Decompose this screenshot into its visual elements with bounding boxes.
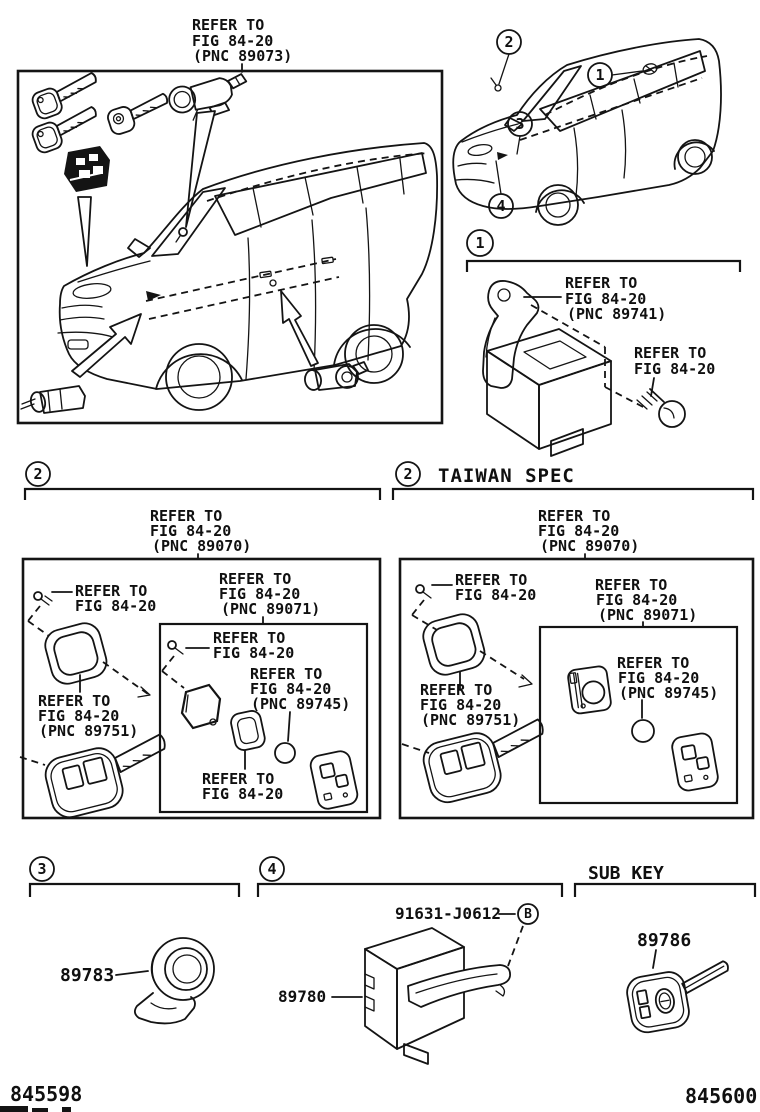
van-headlamp — [467, 143, 492, 157]
pnc-text: (PNC 89745) — [619, 684, 719, 702]
refer-text: REFER TO — [202, 770, 275, 788]
refer-label-89751 — [38, 692, 138, 740]
refer-label-bolt — [634, 344, 715, 378]
hex-pad-part — [182, 685, 220, 728]
van-grille — [58, 305, 116, 338]
dash-lock-target — [179, 228, 187, 236]
key-pad-part — [420, 611, 488, 679]
taiwan-spec-heading: TAIWAN SPEC — [438, 465, 575, 487]
remote-key-part — [42, 732, 177, 821]
callout-1-number: 1 — [595, 66, 605, 84]
section-4-number: 4 — [267, 860, 277, 878]
small-arrow-marker — [146, 291, 161, 301]
sub-key-part — [624, 961, 736, 1035]
fig-text: FIG 84-20 — [192, 32, 274, 50]
refer-label-screw — [455, 571, 536, 604]
pnc-text: (PNC 89070) — [152, 537, 252, 555]
section-2-taiwan — [393, 462, 753, 818]
transmitter-shell-part — [309, 749, 359, 810]
pnc-text: (PNC 89071) — [221, 600, 321, 618]
pnc-text: (PNC 89745) — [251, 695, 351, 713]
van-dashes — [520, 56, 707, 140]
section-3-ring-amplifier — [30, 857, 239, 1023]
footer — [0, 1082, 757, 1112]
assembly-dashes — [508, 926, 523, 966]
van-wheel-arches — [156, 329, 410, 389]
scan-mark — [62, 1107, 71, 1112]
sub-key-bracket — [575, 884, 755, 897]
section-1-number: 1 — [475, 234, 485, 252]
van-hood-line — [78, 261, 150, 282]
refer-label-89070 — [150, 507, 251, 555]
van-side-windows — [215, 153, 426, 235]
figure-code-left: 845598 — [10, 1082, 83, 1106]
part-number-89783: 89783 — [60, 965, 115, 986]
refer-text: REFER TO — [250, 665, 323, 683]
dash-lock-tail — [176, 236, 180, 242]
pnc-text: (PNC 89751) — [39, 722, 139, 740]
remote-key-part — [420, 717, 555, 806]
fig-text: FIG 84-20 — [420, 696, 502, 714]
section-sub-key — [575, 863, 755, 1035]
section-4-transponder-computer — [258, 857, 562, 1064]
fig-text: FIG 84-20 — [250, 680, 332, 698]
refer-label-89751 — [420, 681, 520, 729]
refer-label-89073 — [192, 16, 292, 72]
receiver-computer-part — [487, 329, 611, 456]
door-cylinder-left — [21, 386, 85, 413]
door-cylinder-right — [303, 362, 368, 391]
bolt-part — [637, 389, 685, 427]
battery-part — [632, 720, 654, 742]
section-2-number: 2 — [33, 465, 43, 483]
fig-text: FIG 84-20 — [634, 360, 716, 378]
fig-text: FIG 84-20 — [150, 522, 232, 540]
callout-2-marker — [491, 30, 521, 91]
refer-text: REFER TO — [595, 576, 668, 594]
van-window-pillars — [253, 159, 404, 227]
ring-amplifier-part — [135, 938, 214, 1023]
callout-van-section — [453, 30, 721, 225]
master-key-2 — [30, 106, 102, 154]
section-3-number: 3 — [37, 860, 47, 878]
refer-label-inner-screw — [213, 629, 294, 662]
scan-mark — [0, 1106, 28, 1112]
screw-part — [34, 592, 52, 605]
part-number-89786: 89786 — [637, 930, 692, 951]
pad-with-hole-part — [567, 665, 612, 714]
van-side-crease — [146, 259, 339, 319]
refer-label-89741 — [565, 274, 666, 323]
leader-line — [653, 950, 656, 968]
main-van-illustration — [58, 143, 437, 410]
refer-text: REFER TO — [213, 629, 286, 647]
pnc-text: (PNC 89741) — [567, 305, 667, 323]
assembly-dashes — [162, 656, 184, 688]
transponder-key — [106, 93, 173, 136]
key-pad-part — [42, 620, 110, 688]
section-1-bracket — [467, 261, 740, 272]
refer-label-89071 — [595, 576, 697, 624]
screw-part — [168, 641, 183, 654]
refer-text: REFER TO — [617, 654, 690, 672]
refer-label-89071 — [219, 570, 320, 618]
part-number-89780: 89780 — [278, 987, 327, 1006]
fig-text: FIG 84-20 — [565, 290, 647, 308]
section-bracket — [393, 489, 753, 500]
pnc-text: (PNC 89073) — [193, 47, 293, 65]
section-3-bracket — [30, 884, 239, 897]
refer-text: REFER TO — [455, 571, 528, 589]
fig-text: FIG 84-20 — [75, 597, 157, 615]
part-number-bolt: 91631-J0612 — [395, 904, 501, 923]
fig-text: FIG 84-20 — [202, 785, 284, 803]
refer-text: REFER TO — [219, 570, 292, 588]
small-arrow-marker — [497, 152, 508, 160]
door-lock-target — [270, 280, 276, 286]
main-lockset-section — [18, 16, 442, 423]
section-4-bracket — [258, 884, 562, 897]
figure-code-right: 845600 — [685, 1084, 758, 1108]
refer-label-89745 — [250, 665, 350, 713]
van-headlamp — [72, 282, 111, 301]
transponder-computer-part — [365, 928, 510, 1064]
fig-text: FIG 84-20 — [538, 522, 620, 540]
pnc-text: (PNC 89071) — [598, 606, 698, 624]
refer-text: REFER TO — [420, 681, 493, 699]
section-2-bracket — [25, 489, 380, 500]
refer-label-screw — [75, 582, 156, 615]
fig-text: FIG 84-20 — [38, 707, 120, 725]
assembly-dashes — [412, 600, 437, 630]
bolt-callout-letter: B — [524, 907, 532, 922]
pointer-spike-left — [78, 197, 91, 266]
refer-label-inner-bottom — [202, 770, 283, 803]
screw-part — [416, 585, 431, 598]
leader-line — [116, 971, 148, 975]
callout-4-number: 4 — [496, 197, 506, 215]
callout-3-number: 3 — [515, 115, 525, 133]
refer-label-89745 — [617, 654, 718, 702]
callout-1-marker — [588, 62, 658, 87]
callout-2-number: 2 — [504, 33, 514, 51]
refer-text: REFER TO — [565, 274, 638, 292]
refer-text: REFER TO — [150, 507, 223, 525]
gasket-ring-part — [229, 709, 266, 751]
refer-text: REFER TO — [38, 692, 111, 710]
fig-text: FIG 84-20 — [618, 669, 700, 687]
refer-text: REFER TO — [634, 344, 707, 362]
fig-text: FIG 84-20 — [596, 591, 678, 609]
master-key-1 — [30, 72, 102, 120]
refer-text: REFER TO — [538, 507, 611, 525]
key-slot-connector — [64, 146, 110, 192]
battery-part — [275, 743, 295, 763]
leader-lines — [245, 712, 290, 769]
transmitter-shell-part — [671, 732, 720, 792]
arrow-front-door — [72, 314, 141, 377]
section-2-number: 2 — [403, 465, 413, 483]
refer-text: REFER TO — [75, 582, 148, 600]
van-foglamp — [68, 340, 88, 349]
section-1-receiver — [467, 230, 740, 456]
fig-text: FIG 84-20 — [455, 586, 537, 604]
van-rear-wheel — [678, 140, 712, 174]
fig-text: FIG 84-20 — [219, 585, 301, 603]
refer-text: REFER TO — [192, 16, 265, 34]
pnc-text: (PNC 89751) — [421, 711, 521, 729]
pnc-text: (PNC 89070) — [540, 537, 640, 555]
assembly-dashes — [28, 606, 49, 636]
refer-label-89070 — [538, 507, 639, 555]
scan-mark — [32, 1108, 48, 1112]
fig-text: FIG 84-20 — [213, 644, 295, 662]
section-2-left — [20, 462, 380, 821]
arrow-rear-door — [281, 291, 318, 366]
sub-key-heading: SUB KEY — [588, 863, 664, 884]
